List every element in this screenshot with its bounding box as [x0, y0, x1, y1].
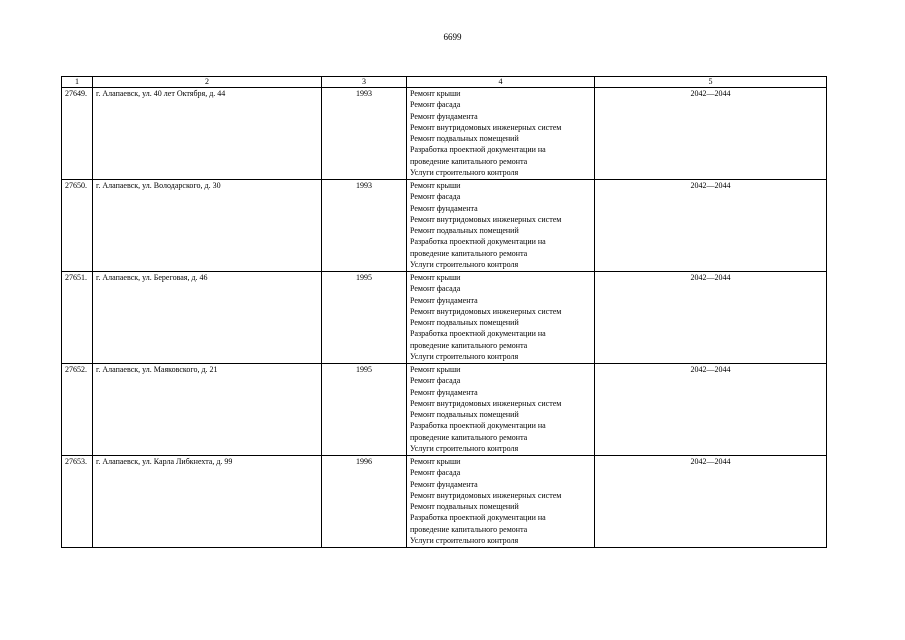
table-row: [62, 272, 827, 364]
row-number: 27653.: [62, 456, 93, 548]
work-item: Ремонт фасада: [410, 376, 461, 386]
repair-period: 2042—2044: [595, 180, 827, 272]
build-year: 1996: [322, 456, 407, 548]
work-item: Услуги строительного контроля: [410, 536, 519, 546]
repair-period: 2042—2044: [595, 272, 827, 364]
work-item: Ремонт фасада: [410, 100, 461, 110]
column-header-2: 2: [93, 77, 322, 88]
building-address: г. Алапаевск, ул. Карла Либкнехта, д. 99: [93, 456, 322, 548]
table-header-row: [62, 77, 827, 88]
table-body: [62, 88, 827, 548]
column-header-5: 5: [595, 77, 827, 88]
repair-period: 2042—2044: [595, 88, 827, 180]
work-item: Ремонт фасада: [410, 468, 461, 478]
work-item: Ремонт фундамента: [410, 479, 478, 489]
repair-schedule-table: [61, 76, 827, 548]
table-row: [62, 364, 827, 456]
work-item: Ремонт подвальных помещений: [410, 318, 519, 328]
work-item: Ремонт внутридомовых инженерных систем: [410, 306, 562, 316]
building-address: г. Алапаевск, ул. Маяковского, д. 21: [93, 364, 322, 456]
work-item: Ремонт подвальных помещений: [410, 410, 519, 420]
work-item: Ремонт фасада: [410, 192, 461, 202]
work-item: проведение капитального ремонта: [410, 156, 528, 166]
works-list: [407, 456, 595, 548]
work-item: Ремонт фундамента: [410, 203, 478, 213]
work-item: Ремонт внутридомовых инженерных систем: [410, 214, 562, 224]
work-item: проведение капитального ремонта: [410, 340, 528, 350]
work-item: Ремонт фундамента: [410, 111, 478, 121]
work-item: проведение капитального ремонта: [410, 524, 528, 534]
work-item: Разработка проектной документации на: [410, 513, 546, 523]
work-item: Разработка проектной документации на: [410, 145, 546, 155]
work-item: Ремонт подвальных помещений: [410, 502, 519, 512]
building-address: г. Алапаевск, ул. 40 лет Октября, д. 44: [93, 88, 322, 180]
building-address: г. Алапаевск, ул. Володарского, д. 30: [93, 180, 322, 272]
build-year: 1993: [322, 88, 407, 180]
work-item: Ремонт крыши: [410, 457, 461, 466]
works-list: [407, 88, 595, 180]
work-item: Услуги строительного контроля: [410, 352, 519, 362]
building-address: г. Алапаевск, ул. Береговая, д. 46: [93, 272, 322, 364]
repair-period: 2042—2044: [595, 456, 827, 548]
work-item: Ремонт внутридомовых инженерных систем: [410, 398, 562, 408]
work-item: Ремонт крыши: [410, 181, 461, 190]
work-item: Услуги строительного контроля: [410, 168, 519, 178]
work-item: Разработка проектной документации на: [410, 329, 546, 339]
column-header-3: 3: [322, 77, 407, 88]
work-item: Ремонт подвальных помещений: [410, 134, 519, 144]
repair-period: 2042—2044: [595, 364, 827, 456]
work-item: Ремонт фундамента: [410, 295, 478, 305]
work-item: проведение капитального ремонта: [410, 248, 528, 258]
page-number: 6699: [443, 32, 462, 42]
work-item: Ремонт внутридомовых инженерных систем: [410, 490, 562, 500]
work-item: Ремонт крыши: [410, 273, 461, 282]
table-row: [62, 180, 827, 272]
works-list: [407, 180, 595, 272]
row-number: 27649.: [62, 88, 93, 180]
work-item: Ремонт фасада: [410, 284, 461, 294]
work-item: проведение капитального ремонта: [410, 432, 528, 442]
row-number: 27650.: [62, 180, 93, 272]
build-year: 1995: [322, 364, 407, 456]
work-item: Ремонт подвальных помещений: [410, 226, 519, 236]
table-row: [62, 88, 827, 180]
work-item: Ремонт крыши: [410, 365, 461, 374]
work-item: Услуги строительного контроля: [410, 260, 519, 270]
work-item: Услуги строительного контроля: [410, 444, 519, 454]
column-header-1: 1: [62, 77, 93, 88]
works-list: [407, 272, 595, 364]
work-item: Ремонт фундамента: [410, 387, 478, 397]
column-header-4: 4: [407, 77, 595, 88]
table-row: [62, 456, 827, 548]
works-list: [407, 364, 595, 456]
work-item: Ремонт внутридомовых инженерных систем: [410, 122, 562, 132]
work-item: Разработка проектной документации на: [410, 421, 546, 431]
build-year: 1995: [322, 272, 407, 364]
row-number: 27651.: [62, 272, 93, 364]
work-item: Разработка проектной документации на: [410, 237, 546, 247]
row-number: 27652.: [62, 364, 93, 456]
work-item: Ремонт крыши: [410, 89, 461, 98]
build-year: 1993: [322, 180, 407, 272]
